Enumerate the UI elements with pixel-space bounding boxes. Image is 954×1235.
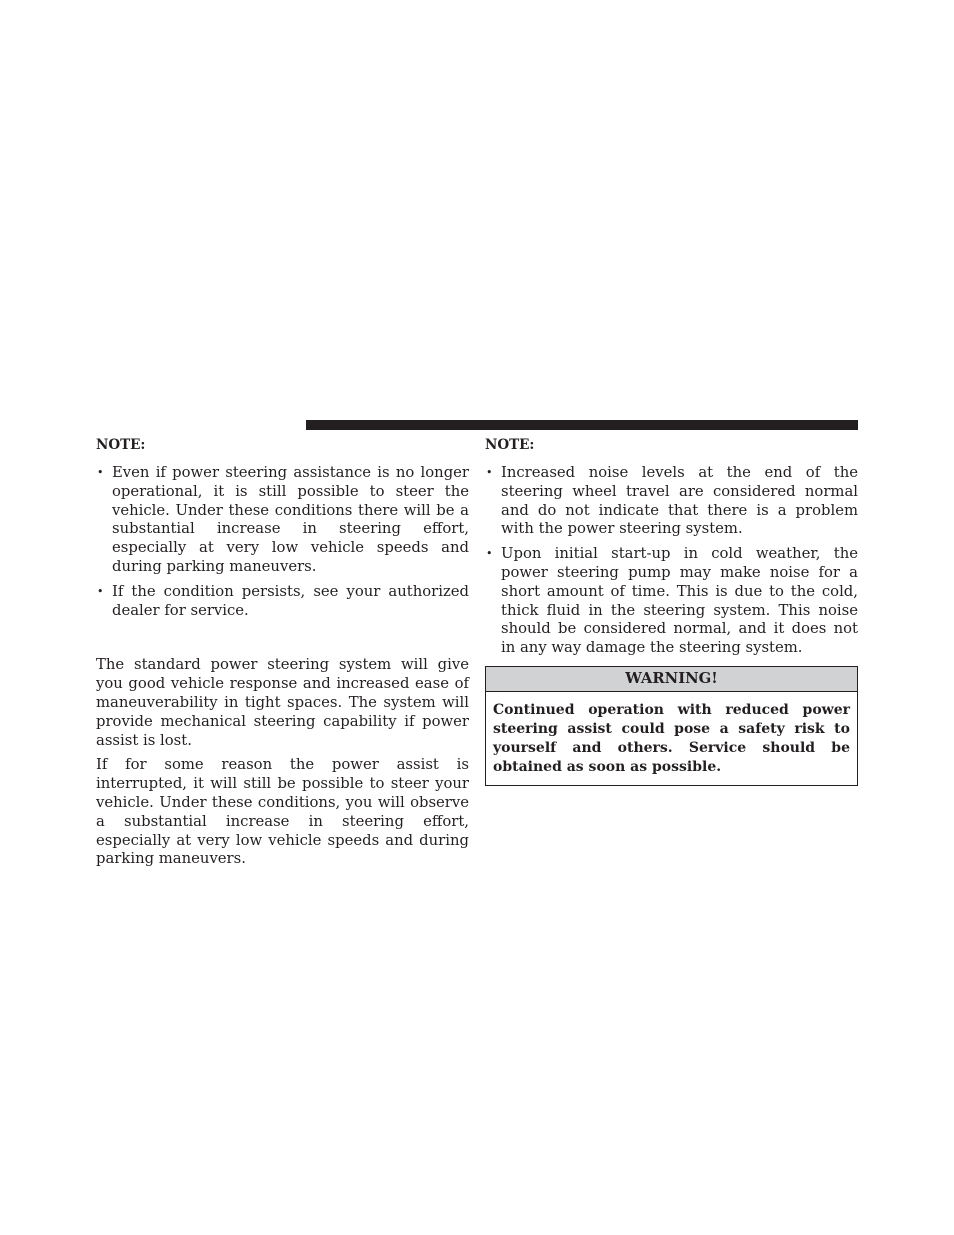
body-paragraph: If for some reason the power assist is interrupted, it will still be possible to steer your vehicle. Under these conditions, you will observe a substantial increase in steering effort, especially at very low vehicle speeds and during parking maneuvers.: [96, 756, 469, 868]
warning-text: Continued operation with reduced power steering assist could pose a safety risk to yourself and others. Service should be obtained as soon as possible.: [493, 701, 850, 775]
section-header-bar: [306, 420, 858, 430]
body-paragraph: The standard power steering system will give you good vehicle response and increased ease of maneuverability in tight spaces. The system will provide mechanical steering capability if power assist is lost.: [96, 656, 469, 749]
note-label: NOTE:: [485, 437, 535, 453]
warning-title: WARNING!: [486, 667, 857, 692]
list-item: • If the condition persists, see your authorized dealer for service.: [96, 583, 469, 621]
note-bullet-list: [96, 464, 469, 620]
list-item: • Even if power steering assistance is no longer operational, it is still possible to steer the vehicle. Under these conditions there will be a substantial increase in steering effort, especially at very low vehicle speeds and during parking maneuvers.: [96, 464, 469, 577]
left-column: [96, 436, 469, 875]
right-column: [485, 436, 858, 786]
note-label: NOTE:: [96, 437, 146, 453]
list-item: • Increased noise levels at the end of the steering wheel travel are considered normal and do not indicate that there is a problem with the power steering system.: [485, 464, 858, 539]
note-bullet-list: [485, 464, 858, 658]
warning-box: [485, 666, 858, 786]
list-item: • Upon initial start-up in cold weather, the power steering pump may make noise for a short amount of time. This is due to the cold, thick fluid in the steering system. This noise should be considered normal, and it does not in any way damage the steering system.: [485, 545, 858, 658]
